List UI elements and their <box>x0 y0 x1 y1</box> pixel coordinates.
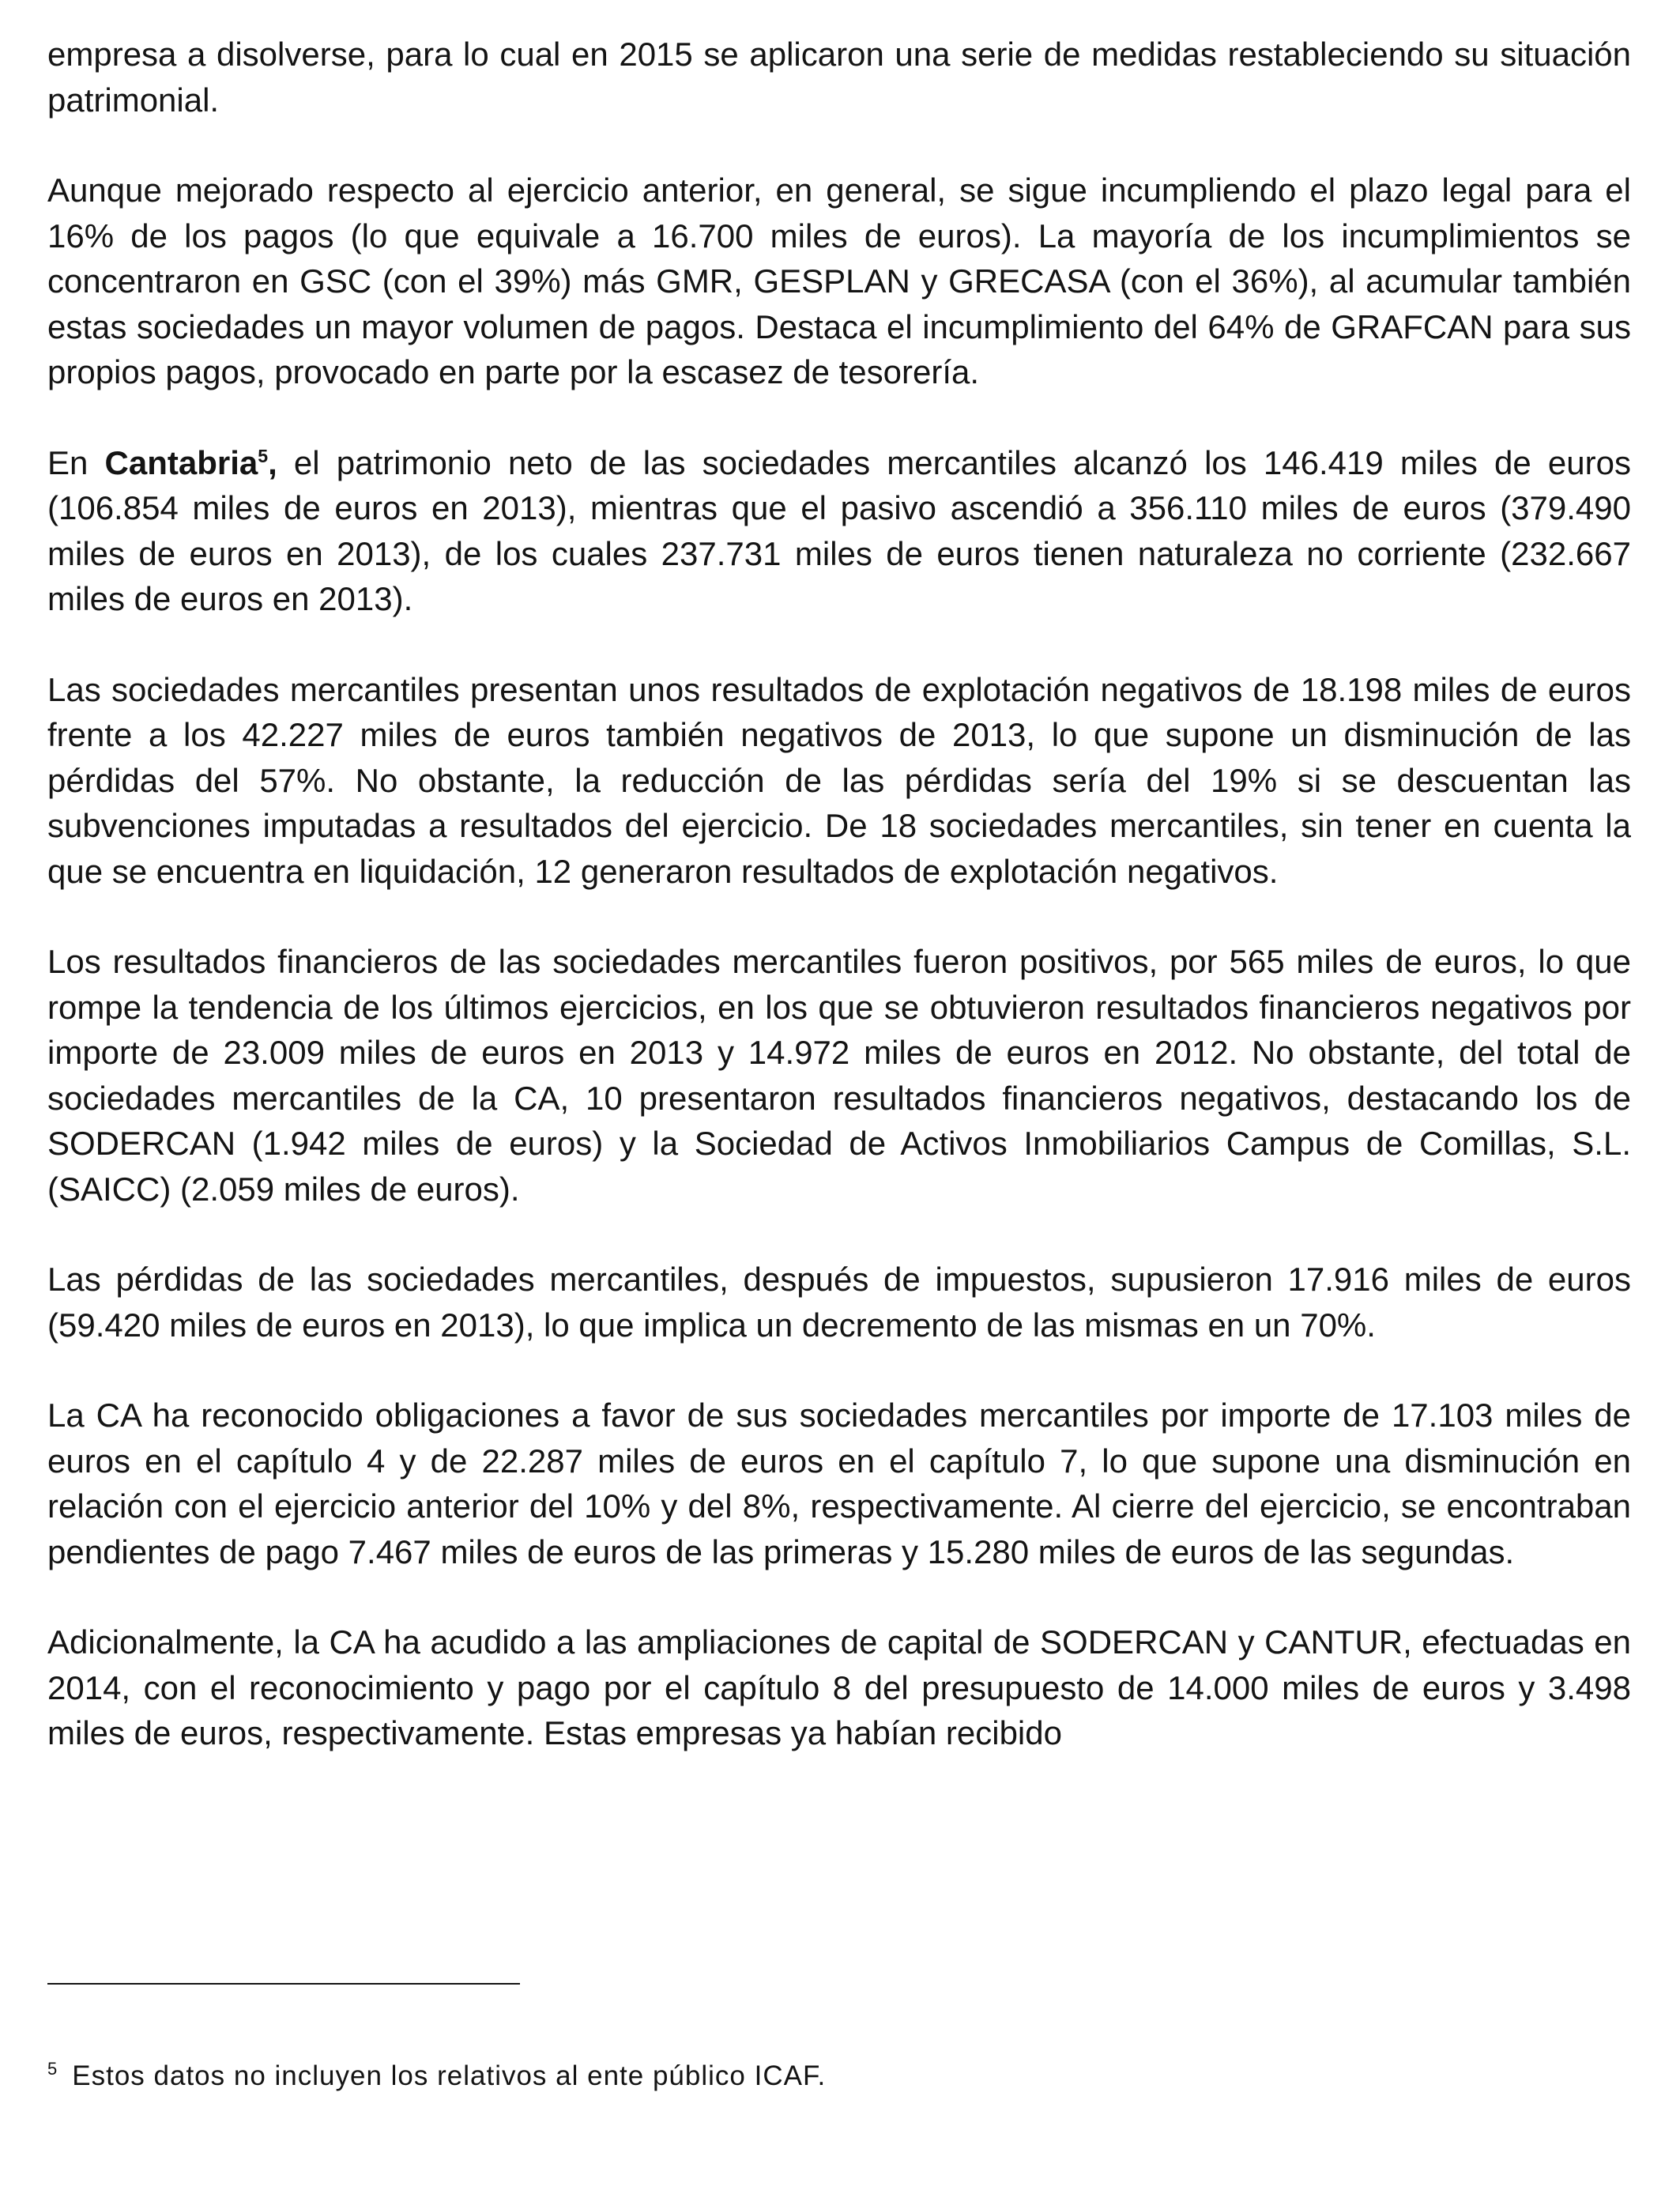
document-body <box>47 32 1631 1756</box>
paragraph-2: Aunque mejorado respecto al ejercicio anterior, en general, se sigue incumpliendo el plazo legal para el 16% de los pagos (lo que equivale a 16.700 miles de euros). La mayoría de los incumplimientos se concentraron en GSC (con el 39%) más GMR, GESPLAN y GRECASA (con el 36%), al acumular también estas sociedades un mayor volumen de pagos. Destaca el incumplimiento del 64% de GRAFCAN para sus propios pagos, provocado en parte por la escasez de tesorería. <box>47 172 1631 390</box>
paragraph-3-cantabria <box>47 440 1631 622</box>
footnote <box>47 2060 1631 2093</box>
paragraph-4: Las sociedades mercantiles presentan unos resultados de explotación negativos de 18.198 miles de euros frente a los 42.227 miles de euros también negativos de 2013, lo que supone un disminución de las pérdidas del 57%. No obstante, la reducción de las pérdidas sería del 19% si se descuentan las subvenciones imputadas a resultados del ejercicio. De 18 sociedades mercantiles, sin tener en cuenta la que se encuentra en liquidación, 12 generaron resultados de explotación negativos. <box>47 670 1631 890</box>
footnote-separator <box>47 1983 520 1985</box>
paragraph-6: Las pérdidas de las sociedades mercantiles, después de impuestos, supusieron 17.916 miles de euros (59.420 miles de euros en 2013), lo que implica un decremento de las mismas en un 70%. <box>47 1261 1631 1344</box>
paragraph-3-comma: , <box>268 443 277 481</box>
paragraph-8: Adicionalmente, la CA ha acudido a las ampliaciones de capital de SODERCAN y CANTUR, efectuadas en 2014, con el reconocimiento y pago por el capítulo 8 del presupuesto de 14.000 miles de euros y 3.498 miles de euros, respectivamente. Estas empresas ya habían recibido <box>47 1623 1631 1751</box>
paragraph-3-text: el patrimonio neto de las sociedades mercantiles alcanzó los 146.419 miles de euros (106.854 miles de euros en 2013), mientras que el pasivo ascendió a 356.110 miles de euros (379.490 miles de euros en 2013), de los cuales 237.731 miles de euros tienen naturaleza no corriente (232.667 miles de euros en 2013). <box>47 443 1631 617</box>
paragraph-3-lead: En <box>47 443 105 481</box>
footnote-reference[interactable]: 5 <box>258 445 269 466</box>
region-name-cantabria: Cantabria <box>104 443 258 481</box>
footnote-marker: 5 <box>47 2059 58 2079</box>
footnote-text: Estos datos no incluyen los relativos al ente público ICAF. <box>72 2060 827 2091</box>
paragraph-1: empresa a disolverse, para lo cual en 2015 se aplicaron una serie de medidas restableciendo su situación patrimonial. <box>47 36 1631 119</box>
paragraph-7: La CA ha reconocido obligaciones a favor de sus sociedades mercantiles por importe de 17.103 miles de euros en el capítulo 4 y de 22.287 miles de euros en el capítulo 7, lo que supone una disminución en relación con el ejercicio anterior del 10% y del 8%, respectivamente. Al cierre del ejercicio, se encontraban pendientes de pago 7.467 miles de euros de las primeras y 15.280 miles de euros de las segundas. <box>47 1397 1631 1570</box>
paragraph-5: Los resultados financieros de las sociedades mercantiles fueron positivos, por 565 miles de euros, lo que rompe la tendencia de los últimos ejercicios, en los que se obtuvieron resultados financieros negativos por importe de 23.009 miles de euros en 2013 y 14.972 miles de euros en 2012. No obstante, del total de sociedades mercantiles de la CA, 10 presentaron resultados financieros negativos, destacando los de SODERCAN (1.942 miles de euros) y la Sociedad de Activos Inmobiliarios Campus de Comillas, S.L. (SAICC) (2.059 miles de euros). <box>47 943 1631 1208</box>
